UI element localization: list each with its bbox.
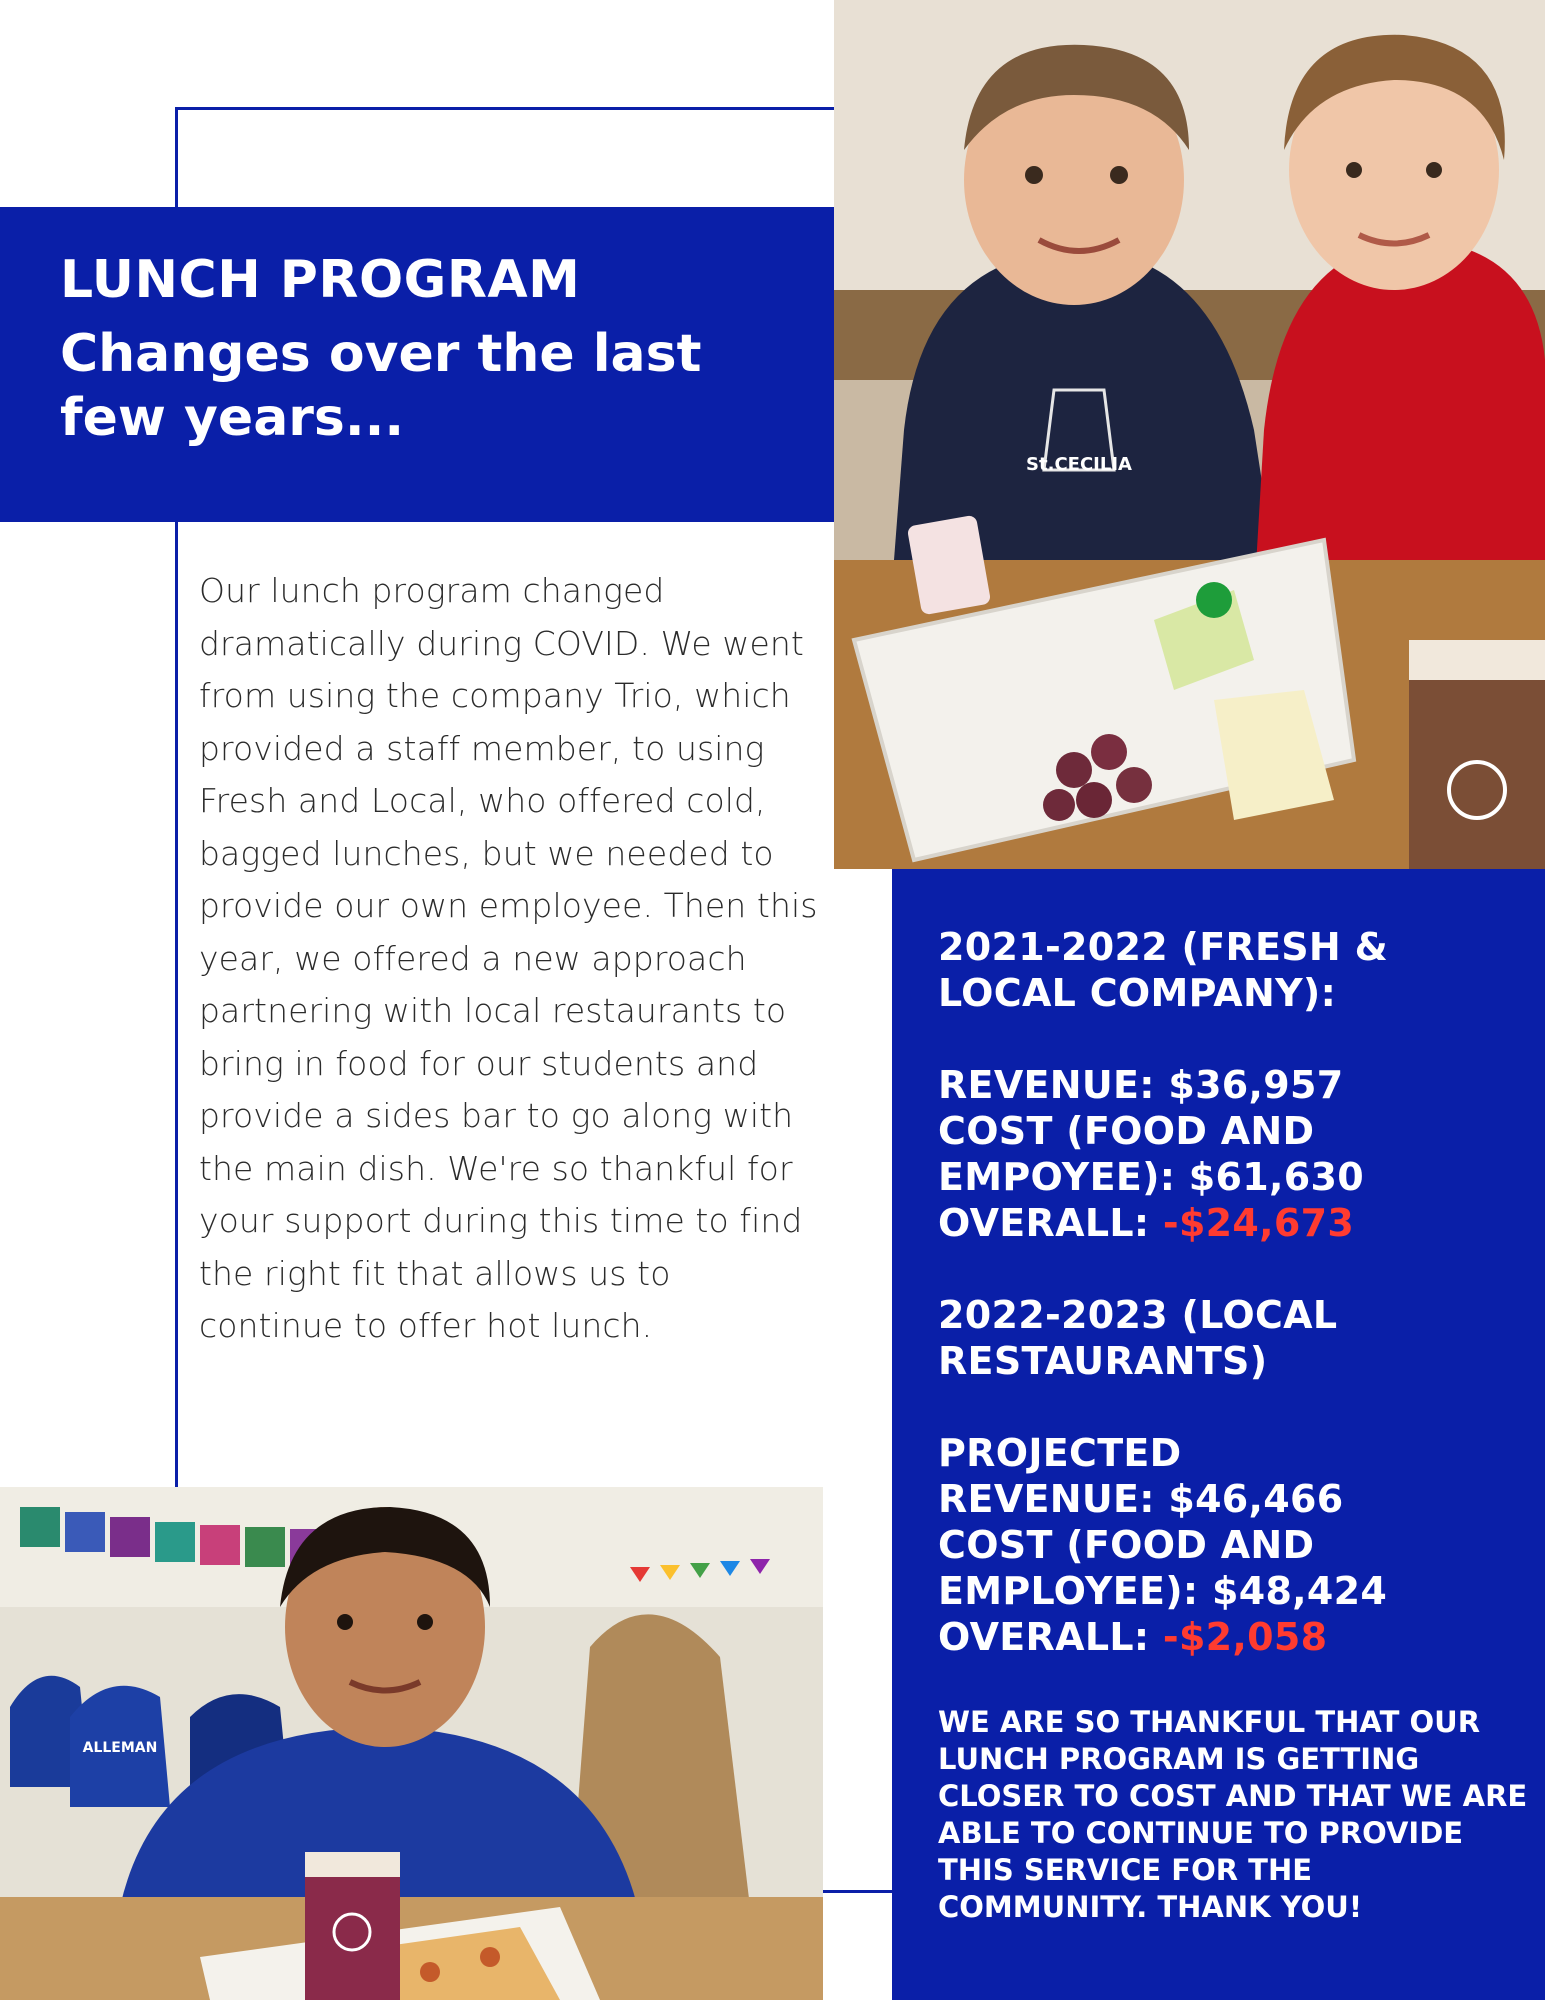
year1-overall (938, 1200, 1545, 1246)
year1-revenue: REVENUE: $36,957 (938, 1063, 1344, 1107)
shirt-logo-text: St.CECILIA (1026, 454, 1132, 475)
body-paragraph: Our lunch program changed dramatically during COVID. We went from using the company Trio, which provided a staff member, to using Fresh and Local, who offered cold, bagged lunches, but we needed to provide our own employee. Then this year, we offered a new approach partnering with local restaurants to bring in food for our students and provide a sides bar to go along with the main dish. We're so thankful for your support during this time to find the right fit that allows us to continue to offer hot lunch. (199, 571, 818, 1345)
hoodie-name-text: ALLEMAN (82, 1740, 158, 1756)
stats-panel (892, 869, 1545, 2000)
title-block (0, 207, 834, 522)
frame-line-top (175, 107, 834, 110)
year2-heading: 2022-2023 (LOCAL RESTAURANTS) (938, 1293, 1338, 1383)
year2-overall (938, 1614, 1545, 1660)
year1-cost: COST (FOOD AND EMPOYEE): $61,630 (938, 1109, 1364, 1199)
year2-projected: PROJECTED (938, 1431, 1182, 1475)
page-subtitle: Changes over the last few years... (60, 324, 702, 448)
year1-heading: 2021-2022 (FRESH & LOCAL COMPANY): (938, 925, 1389, 1015)
year1-overall-value: -$24,673 (1162, 1201, 1355, 1245)
thank-you-message: WE ARE SO THANKFUL THAT OUR LUNCH PROGRAM IS GETTING CLOSER TO COST AND THAT WE ARE ABLE TO CONTINUE TO PROVIDE THIS SERVICE FOR THE COMMUNITY. THANK YOU! (938, 1705, 1528, 1924)
year1-overall-label: OVERALL: (938, 1201, 1163, 1245)
page-title: LUNCH PROGRAM (60, 250, 581, 310)
year2-revenue: REVENUE: $46,466 (938, 1477, 1344, 1521)
year2-overall-label: OVERALL: (938, 1615, 1163, 1659)
photo-student-pizza (0, 1487, 823, 2000)
photo-students-lunch-table (834, 0, 1545, 869)
year2-cost: COST (FOOD AND EMPLOYEE): $48,424 (938, 1523, 1388, 1613)
year2-overall-value: -$2,058 (1162, 1615, 1328, 1659)
frame-line-bottom (820, 1890, 895, 1893)
